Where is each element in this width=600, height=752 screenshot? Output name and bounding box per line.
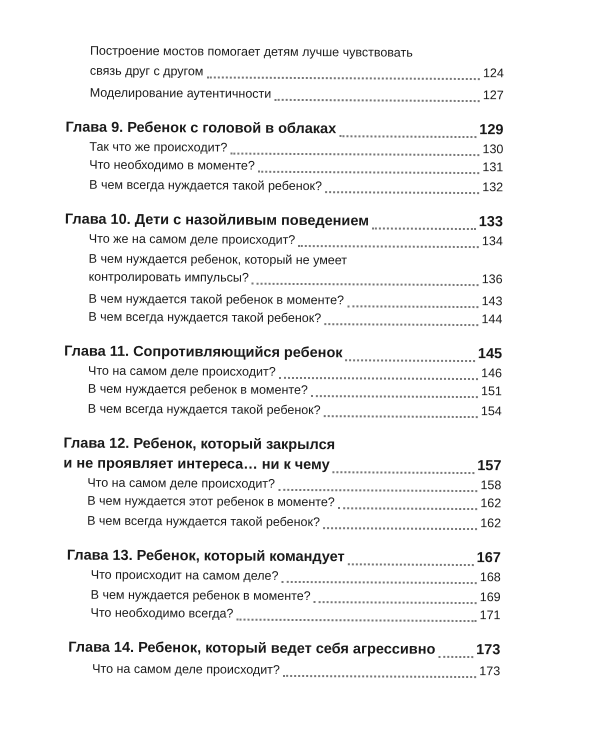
leader-dots xyxy=(324,323,478,326)
toc-chapter-14[interactable] xyxy=(68,637,500,662)
toc-entry-page: 151 xyxy=(481,384,502,399)
toc-entry[interactable] xyxy=(89,155,503,178)
toc-entry-page: 144 xyxy=(481,312,503,327)
toc-entry-label: В чем всегда нуждается такой ребенок? xyxy=(88,309,322,326)
toc-entry[interactable] xyxy=(89,175,503,198)
toc-entry-page: 130 xyxy=(482,142,504,157)
toc-entry[interactable] xyxy=(87,511,501,534)
toc-entry-bridges-line1: Построение мостов помогает детям лучше чувствовать xyxy=(89,43,413,60)
toc-entry[interactable] xyxy=(90,603,500,626)
chapter-page: 129 xyxy=(479,122,504,139)
leader-dots xyxy=(338,507,478,510)
toc-entry-label: В чем нуждается такой ребенок в моменте? xyxy=(88,291,345,308)
leader-dots xyxy=(206,76,480,80)
toc-entry-page: 131 xyxy=(482,160,504,175)
chapter-page: 167 xyxy=(476,550,501,567)
toc-entry-label: В чем всегда нуждается такой ребенок? xyxy=(87,513,320,530)
toc-entry[interactable] xyxy=(88,399,502,422)
toc-entry-label: контролировать импульсы? xyxy=(88,269,249,285)
toc-entry-page: 168 xyxy=(479,570,501,585)
toc-entry-label: В чем всегда нуждается такой ребенок? xyxy=(87,401,321,418)
toc-entry[interactable] xyxy=(88,307,502,330)
toc-entry-label: Что на самом деле происходит? xyxy=(87,363,276,379)
toc-entry[interactable] xyxy=(92,659,500,681)
toc-entry-label: Что необходимо всегда? xyxy=(90,605,234,621)
leader-dots xyxy=(323,527,477,530)
toc-entry-bridges[interactable] xyxy=(90,61,504,84)
toc-entry-page: 162 xyxy=(480,496,502,511)
toc-entry-page: 169 xyxy=(479,590,501,605)
toc-entry-label: В чем нуждается этот ребенок в моменте? xyxy=(87,493,335,510)
toc-entry-label: Что необходимо в моменте? xyxy=(89,157,255,173)
leader-dots xyxy=(258,171,480,174)
chapter-title: Глава 9. Ребенок с головой в облаках xyxy=(65,119,337,138)
toc-entry-page: 162 xyxy=(480,516,502,531)
toc-entry[interactable] xyxy=(91,565,501,588)
toc-entry[interactable] xyxy=(88,379,502,402)
toc-entry[interactable] xyxy=(89,229,503,252)
leader-dots xyxy=(438,656,473,658)
chapter-page: 133 xyxy=(478,214,503,231)
leader-dots xyxy=(325,191,479,194)
toc-entry-page: 154 xyxy=(480,404,502,419)
chapter-page: 173 xyxy=(476,642,501,659)
leader-dots xyxy=(311,395,478,398)
toc-entry-page: 171 xyxy=(479,608,501,623)
toc-entry-label: Моделирование аутентичности xyxy=(89,85,272,101)
leader-dots xyxy=(236,619,476,622)
chapter-page: 145 xyxy=(477,346,503,363)
chapter-title: и не проявляет интереса… ни к чему xyxy=(63,455,330,474)
toc-entry-label: связь друг с другом xyxy=(89,63,204,79)
chapter-12-title-line1: Глава 12. Ребенок, который закрылся xyxy=(63,435,336,454)
toc-entry-page: 173 xyxy=(479,664,501,679)
toc-entry-label: Что происходит на самом деле? xyxy=(90,567,279,583)
chapter-title: Глава 14. Ребенок, который ведет себя агрессивно xyxy=(68,639,436,658)
toc-entry-label: Что же на самом деле происходит? xyxy=(88,231,296,247)
toc-entry-page: 124 xyxy=(482,66,504,81)
toc-entry-page: 146 xyxy=(481,366,503,381)
toc-entry-page: 143 xyxy=(481,294,503,309)
toc-entry-page: 127 xyxy=(482,88,504,103)
leader-dots xyxy=(283,675,476,678)
toc-entry-page: 136 xyxy=(481,272,503,287)
toc-entry-label: В чем всегда нуждается такой ребенок? xyxy=(89,177,323,194)
leader-dots xyxy=(324,415,478,418)
leader-dots xyxy=(252,283,479,286)
toc-entry-label: В чем нуждается ребенок в моменте? xyxy=(87,381,308,398)
chapter-title: Глава 13. Ребенок, который командует xyxy=(66,547,345,566)
chapter-page: 157 xyxy=(477,458,502,475)
toc-entry-page: 158 xyxy=(480,478,502,493)
leader-dots xyxy=(298,245,479,248)
chapter-title: Глава 10. Дети с назойливым поведением xyxy=(64,211,370,230)
toc-entry-label: В чем нуждается ребенок в моменте? xyxy=(90,587,311,604)
toc-entry-impulses-line1: В чем нуждается ребенок, который не умеет xyxy=(88,251,348,268)
toc-entry-label: Что на самом деле происходит? xyxy=(92,661,280,677)
leader-dots xyxy=(274,99,480,102)
toc-entry-label: Так что же происходит? xyxy=(89,139,228,155)
toc-entry-authenticity[interactable] xyxy=(90,83,504,106)
leader-dots xyxy=(281,581,476,584)
toc-entry-page: 132 xyxy=(482,180,504,195)
toc-entry[interactable] xyxy=(87,491,501,514)
toc-entry-label: Что на самом деле происходит? xyxy=(87,475,276,491)
toc-entry-page: 134 xyxy=(481,234,503,249)
toc-entry[interactable] xyxy=(89,267,503,290)
chapter-title: Глава 11. Сопротивляющийся ребенок xyxy=(64,343,343,362)
